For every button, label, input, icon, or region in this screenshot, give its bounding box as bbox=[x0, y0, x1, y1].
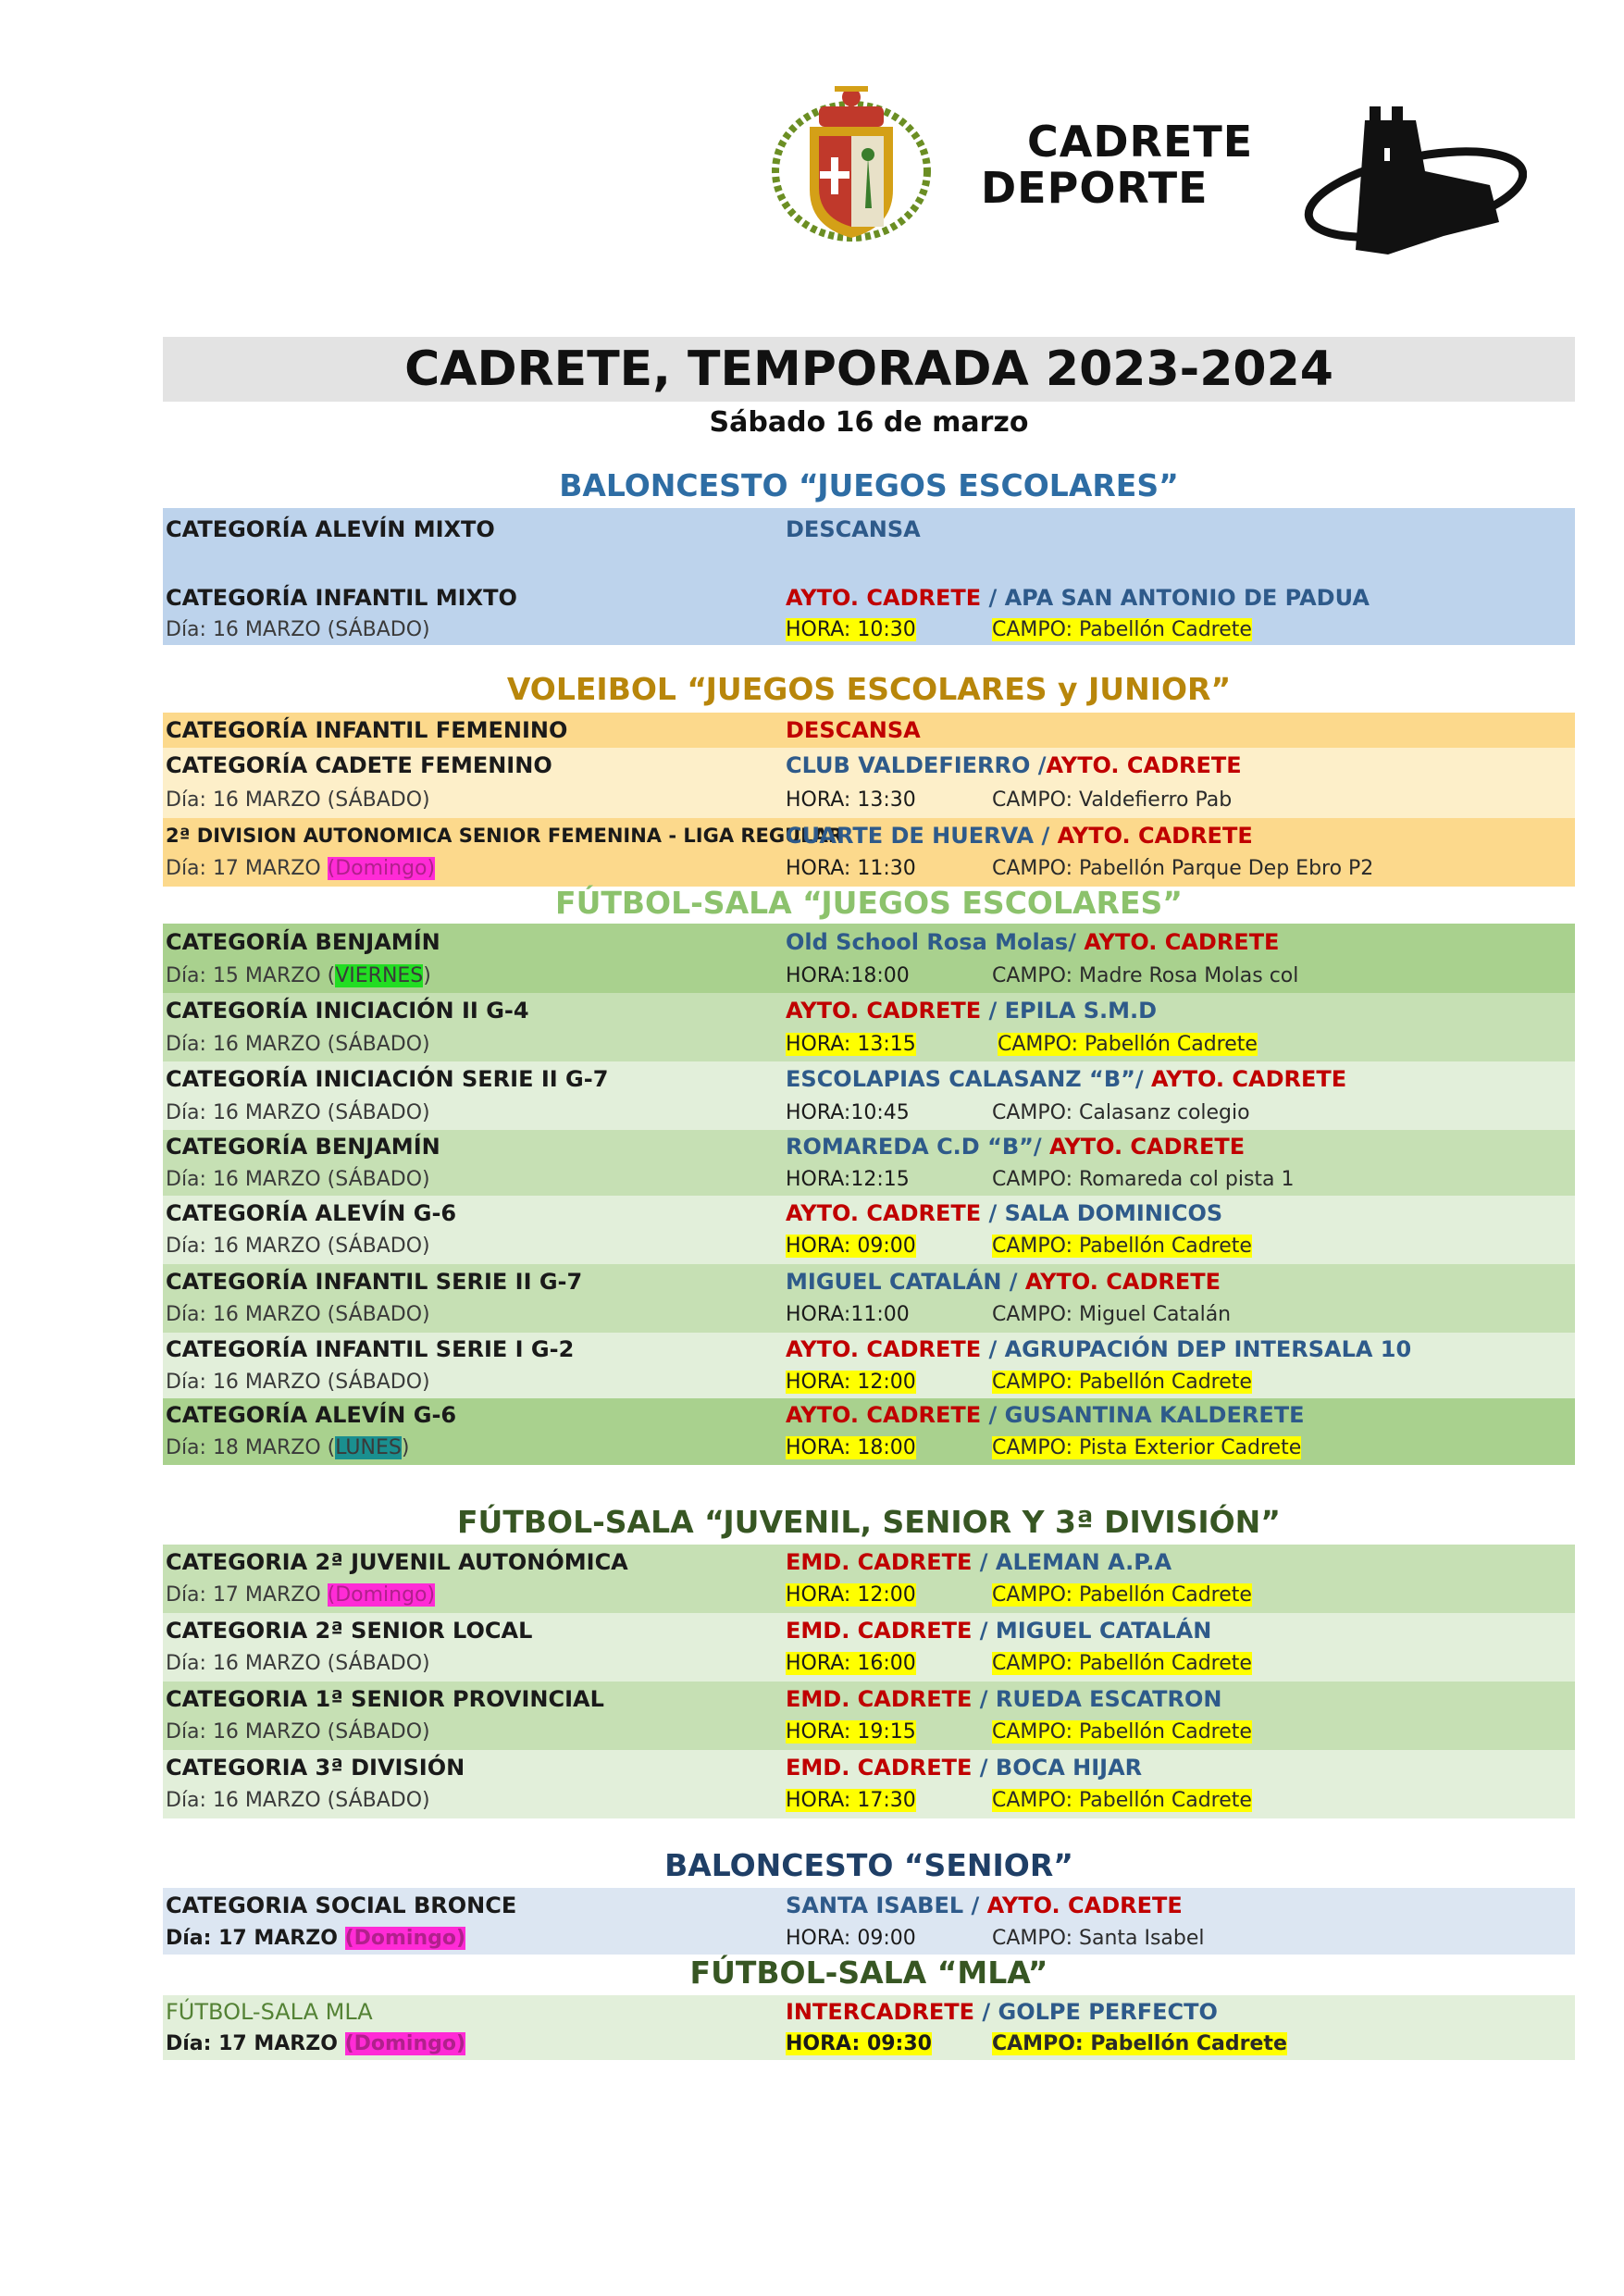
match-day: Día: 16 MARZO (SÁBADO) bbox=[166, 1652, 430, 1675]
match-teams: EMD. CADRETE / ALEMAN A.P.A bbox=[786, 1549, 1172, 1575]
match-time: HORA: 09:30 bbox=[786, 2032, 932, 2055]
match-venue: CAMPO: Pabellón Cadrete bbox=[992, 618, 1252, 641]
section-title-futbol-sala-mla: FÚTBOL-SALA “MLA” bbox=[689, 1955, 1048, 1991]
match-venue: CAMPO: Pabellón Cadrete bbox=[998, 1033, 1258, 1056]
schedule-row bbox=[163, 1888, 1575, 1955]
match-venue: CAMPO: Romareda col pista 1 bbox=[992, 1168, 1295, 1191]
category-label: CATEGORÍA CADETE FEMENINO bbox=[166, 752, 552, 778]
match-time: HORA: 09:00 bbox=[786, 1927, 916, 1950]
section-title-futbol-sala-juegos: FÚTBOL-SALA “JUEGOS ESCOLARES” bbox=[555, 885, 1183, 921]
schedule-row bbox=[163, 924, 1575, 993]
match-time: HORA: 17:30 bbox=[786, 1789, 916, 1812]
category-label: CATEGORIA 2ª SENIOR LOCAL bbox=[166, 1618, 533, 1644]
category-label: CATEGORIA 2ª JUVENIL AUTONÓMICA bbox=[166, 1549, 628, 1575]
match-teams: EMD. CADRETE / BOCA HIJAR bbox=[786, 1755, 1143, 1781]
category-label: CATEGORÍA ALEVÍN G-6 bbox=[166, 1402, 457, 1428]
header-logos bbox=[0, 56, 1624, 259]
match-status: DESCANSA bbox=[786, 717, 921, 743]
category-label: CATEGORÍA ALEVÍN MIXTO bbox=[166, 516, 495, 542]
match-day: Día: 16 MARZO (SÁBADO) bbox=[166, 1168, 430, 1191]
match-time: HORA:10:45 bbox=[786, 1101, 910, 1124]
match-day: Día: 16 MARZO (SÁBADO) bbox=[166, 1789, 430, 1812]
schedule-row bbox=[163, 1398, 1575, 1465]
match-teams: EMD. CADRETE / MIGUEL CATALÁN bbox=[786, 1618, 1212, 1644]
match-day: Día: 18 MARZO (LUNES) bbox=[166, 1436, 410, 1459]
schedule-row bbox=[163, 1264, 1575, 1333]
section-title-voleibol: VOLEIBOL “JUEGOS ESCOLARES y JUNIOR” bbox=[506, 671, 1232, 707]
category-label: CATEGORÍA INFANTIL FEMENINO bbox=[166, 717, 568, 743]
match-venue: CAMPO: Madre Rosa Molas col bbox=[992, 964, 1299, 987]
match-time: HORA:12:15 bbox=[786, 1168, 910, 1191]
schedule-row bbox=[163, 1196, 1575, 1264]
match-venue: CAMPO: Pabellón Cadrete bbox=[992, 1371, 1252, 1394]
category-label: CATEGORÍA INFANTIL SERIE I G-2 bbox=[166, 1336, 575, 1362]
match-day: Día: 17 MARZO (Domingo) bbox=[166, 2032, 466, 2055]
match-venue: CAMPO: Pista Exterior Cadrete bbox=[992, 1436, 1302, 1459]
match-teams: SANTA ISABEL / AYTO. CADRETE bbox=[786, 1893, 1183, 1918]
schedule-row bbox=[163, 1682, 1575, 1750]
schedule-row bbox=[163, 993, 1575, 1061]
match-venue: CAMPO: Pabellón Cadrete bbox=[992, 1720, 1252, 1744]
section-title-baloncesto-senior: BALONCESTO “SENIOR” bbox=[664, 1847, 1073, 1883]
match-day: Día: 16 MARZO (SÁBADO) bbox=[166, 1720, 430, 1744]
match-teams: INTERCADRETE / GOLPE PERFECTO bbox=[786, 1999, 1218, 2025]
match-day: Día: 17 MARZO (Domingo) bbox=[166, 1583, 436, 1607]
brand-line1: CADRETE bbox=[1027, 117, 1254, 167]
category-label: CATEGORIA SOCIAL BRONCE bbox=[166, 1893, 517, 1918]
match-venue: CAMPO: Pabellón Cadrete bbox=[992, 2032, 1287, 2055]
match-time: HORA: 13:15 bbox=[786, 1033, 916, 1056]
match-time: HORA: 11:30 bbox=[786, 857, 916, 880]
match-venue: CAMPO: Miguel Catalán bbox=[992, 1303, 1232, 1326]
match-time: HORA: 12:00 bbox=[786, 1371, 916, 1394]
section-title-baloncesto-juegos: BALONCESTO “JUEGOS ESCOLARES” bbox=[559, 467, 1179, 503]
schedule-row bbox=[163, 508, 1575, 645]
category-label: CATEGORÍA BENJAMÍN bbox=[166, 1134, 440, 1160]
match-teams: AYTO. CADRETE / SALA DOMINICOS bbox=[786, 1200, 1223, 1226]
match-venue: CAMPO: Pabellón Cadrete bbox=[992, 1583, 1252, 1607]
section-title-futbol-sala-senior: FÚTBOL-SALA “JUVENIL, SENIOR Y 3ª DIVISIÓN” bbox=[457, 1504, 1281, 1540]
match-time: HORA: 16:00 bbox=[786, 1652, 916, 1675]
brand-line2: DEPORTE bbox=[981, 163, 1209, 213]
schedule-row bbox=[163, 1333, 1575, 1398]
schedule-row bbox=[163, 1130, 1575, 1196]
category-label: CATEGORÍA BENJAMÍN bbox=[166, 929, 440, 955]
match-time: HORA: 18:00 bbox=[786, 1436, 916, 1459]
match-teams: EMD. CADRETE / RUEDA ESCATRON bbox=[786, 1686, 1222, 1712]
match-teams: CLUB VALDEFIERRO /AYTO. CADRETE bbox=[786, 752, 1242, 778]
town-crest-icon bbox=[768, 69, 935, 245]
match-day: Día: 16 MARZO (SÁBADO) bbox=[166, 788, 430, 812]
match-day: Día: 17 MARZO (Domingo) bbox=[166, 857, 436, 880]
category-label: CATEGORÍA INFANTIL SERIE II G-7 bbox=[166, 1269, 583, 1295]
match-teams: ROMAREDA C.D “B”/ AYTO. CADRETE bbox=[786, 1134, 1246, 1160]
match-teams: CUARTE DE HUERVA / AYTO. CADRETE bbox=[786, 823, 1253, 849]
schedule-row bbox=[163, 1061, 1575, 1130]
castle-tower-icon bbox=[1277, 83, 1527, 259]
match-day: Día: 17 MARZO (Domingo) bbox=[166, 1927, 466, 1950]
match-time: HORA: 09:00 bbox=[786, 1235, 916, 1258]
match-day: Día: 16 MARZO (SÁBADO) bbox=[166, 1303, 430, 1326]
category-label: 2ª DIVISION AUTONOMICA SENIOR FEMENINA - LIGA REGULAR bbox=[166, 825, 843, 847]
match-teams: AYTO. CADRETE / EPILA S.M.D bbox=[786, 998, 1158, 1024]
match-time: HORA: 12:00 bbox=[786, 1583, 916, 1607]
match-time: HORA: 19:15 bbox=[786, 1720, 916, 1744]
category-label: CATEGORÍA INFANTIL MIXTO bbox=[166, 585, 517, 611]
match-status: DESCANSA bbox=[786, 516, 921, 542]
page-title: CADRETE, TEMPORADA 2023-2024 bbox=[163, 337, 1575, 402]
match-teams: Old School Rosa Molas/ AYTO. CADRETE bbox=[786, 929, 1280, 955]
schedule-row bbox=[163, 818, 1575, 887]
match-day: Día: 16 MARZO (SÁBADO) bbox=[166, 1101, 430, 1124]
match-venue: CAMPO: Santa Isabel bbox=[992, 1927, 1205, 1950]
match-venue: CAMPO: Pabellón Parque Dep Ebro P2 bbox=[992, 857, 1374, 880]
match-time: HORA: 13:30 bbox=[786, 788, 916, 812]
match-day: Día: 16 MARZO (SÁBADO) bbox=[166, 1033, 430, 1056]
category-label: FÚTBOL-SALA MLA bbox=[166, 1999, 373, 2025]
match-time: HORA: 10:30 bbox=[786, 618, 916, 641]
category-label: CATEGORIA 3ª DIVISIÓN bbox=[166, 1755, 465, 1781]
schedule-row bbox=[163, 1613, 1575, 1682]
category-label: CATEGORÍA ALEVÍN G-6 bbox=[166, 1200, 457, 1226]
match-teams: AYTO. CADRETE / APA SAN ANTONIO DE PADUA bbox=[786, 585, 1370, 611]
match-venue: CAMPO: Pabellón Cadrete bbox=[992, 1789, 1252, 1812]
schedule-row bbox=[163, 1995, 1575, 2060]
schedule-row bbox=[163, 713, 1575, 748]
match-venue: CAMPO: Valdefierro Pab bbox=[992, 788, 1233, 812]
match-day: Día: 16 MARZO (SÁBADO) bbox=[166, 1235, 430, 1258]
match-teams: AYTO. CADRETE / GUSANTINA KALDERETE bbox=[786, 1402, 1305, 1428]
match-teams: MIGUEL CATALÁN / AYTO. CADRETE bbox=[786, 1269, 1221, 1295]
match-teams: AYTO. CADRETE / AGRUPACIÓN DEP INTERSALA 10 bbox=[786, 1336, 1412, 1362]
cadrete-deporte-logo bbox=[981, 83, 1527, 259]
match-teams: ESCOLAPIAS CALASANZ “B”/ AYTO. CADRETE bbox=[786, 1066, 1347, 1092]
match-time: HORA:11:00 bbox=[786, 1303, 910, 1326]
match-day: Día: 16 MARZO (SÁBADO) bbox=[166, 1371, 430, 1394]
match-venue: CAMPO: Pabellón Cadrete bbox=[992, 1235, 1252, 1258]
schedule-row bbox=[163, 1545, 1575, 1613]
category-label: CATEGORIA 1ª SENIOR PROVINCIAL bbox=[166, 1686, 604, 1712]
match-venue: CAMPO: Calasanz colegio bbox=[992, 1101, 1250, 1124]
category-label: CATEGORÍA INICIACIÓN II G-4 bbox=[166, 998, 529, 1024]
schedule-row bbox=[163, 1750, 1575, 1818]
match-day: Día: 15 MARZO (VIERNES) bbox=[166, 964, 431, 987]
page-subtitle: Sábado 16 de marzo bbox=[709, 406, 1029, 439]
match-venue: CAMPO: Pabellón Cadrete bbox=[992, 1652, 1252, 1675]
category-label: CATEGORÍA INICIACIÓN SERIE II G-7 bbox=[166, 1066, 609, 1092]
match-day: Día: 16 MARZO (SÁBADO) bbox=[166, 618, 430, 641]
schedule-row bbox=[163, 748, 1575, 818]
match-time: HORA:18:00 bbox=[786, 964, 910, 987]
